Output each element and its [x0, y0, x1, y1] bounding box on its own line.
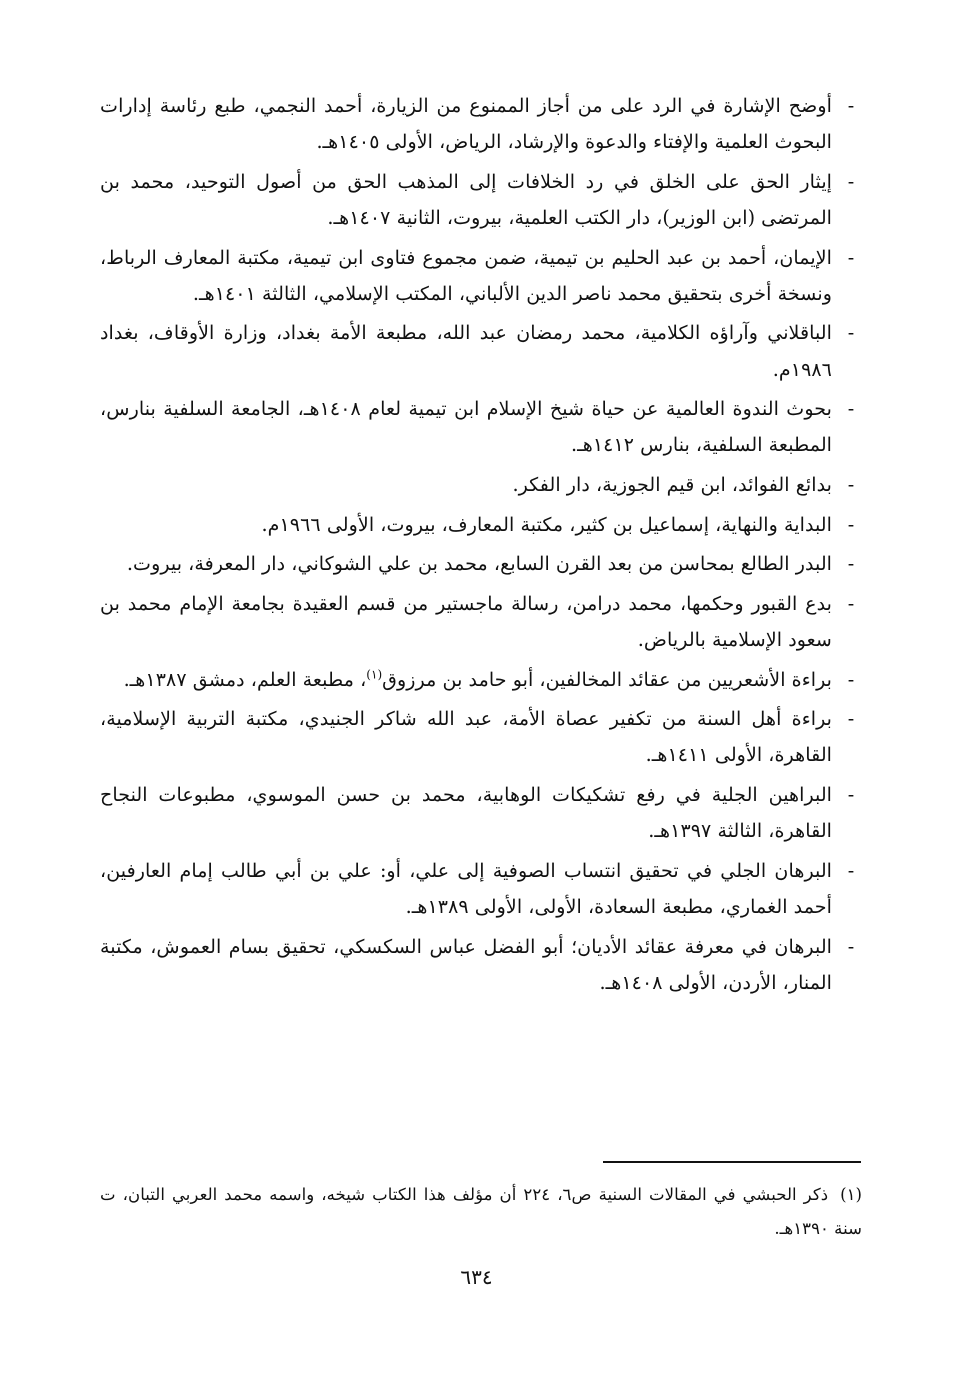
- bibliography-entry: [100, 546, 862, 582]
- entry-text: الإيمان، أحمد بن عبد الحليم بن تيمية، ضمن مجموع فتاوى ابن تيمية، مكتبة المعارف الرباط، ونسخة أخرى بتحقيق محمد ناصر الدين الألباني، المكتب الإسلامي، الثالثة ١٤٠١هـ.: [100, 245, 832, 305]
- bibliography-entry: [100, 662, 862, 698]
- list-marker: -: [847, 321, 855, 345]
- bibliography-entry: [100, 507, 862, 543]
- bibliography-entry: [100, 164, 862, 236]
- list-marker: -: [847, 472, 855, 496]
- entry-text: بدائع الفوائد، ابن قيم الجوزية، دار الفكر.: [512, 472, 832, 496]
- footnote-number: (١): [840, 1185, 862, 1204]
- list-marker: -: [847, 169, 855, 193]
- footnote: [100, 1178, 862, 1246]
- bibliography-entry: [100, 929, 862, 1001]
- entry-text: الباقلاني وآراؤه الكلامية، محمد رمضان عبد الله، مطبعة الأمة بغداد، وزارة الأوقاف، بغداد ١٩٨٦م.: [100, 321, 832, 381]
- entry-text: أوضح الإشارة في الرد على من أجاز الممنوع من الزيارة، أحمد النجمي، طبع رئاسة إدارات البحوث العلمية والإفتاء والدعوة والإرشاد، الرياض، الأولى ١٤٠٥هـ.: [100, 94, 832, 154]
- bibliography-entry: [100, 88, 862, 160]
- entry-text: بحوث الندوة العالمية عن حياة شيخ الإسلام ابن تيمية لعام ١٤٠٨هـ، الجامعة السلفية بنارس، المطبعة السلفية، بنارس ١٤١٢هـ.: [100, 397, 832, 457]
- list-marker: -: [847, 552, 855, 576]
- entry-text: البرهان الجلي في تحقيق انتساب الصوفية إلى علي، أو: علي بن أبي طالب إمام العارفين، أحمد الغماري، مطبعة السعادة، الأولى، الأولى ١٣٨٩هـ.: [100, 858, 832, 918]
- list-marker: -: [847, 782, 855, 806]
- bibliography-entry: [100, 701, 862, 773]
- entry-text: براءة الأشعريين من عقائد المخالفين، أبو حامد بن مرزوق: [382, 667, 832, 691]
- page-number: ٦٣٤: [460, 1265, 493, 1289]
- entry-text: براءة أهل السنة من تكفير عصاة الأمة، عبد الله شاكر الجنيدي، مكتبة التربية الإسلامية، القاهرة، الأولى ١٤١١هـ.: [100, 707, 832, 767]
- bibliography-entry: [100, 467, 862, 503]
- entry-text: بدع القبور وحكمها، محمد درامن، رسالة ماجستير من قسم العقيدة بجامعة الإمام محمد بن سعود الإسلامية بالرياض.: [100, 591, 832, 651]
- entry-text: إيثار الحق على الخلق في رد الخلافات إلى المذهب الحق من أصول التوحيد، محمد بن المرتضى (ابن الوزير)، دار الكتب العلمية، بيروت، الثانية ١٤٠٧هـ.: [100, 169, 832, 229]
- footnote-reference[interactable]: (١): [366, 667, 383, 682]
- bibliography-entry: [100, 315, 862, 387]
- list-marker: -: [847, 397, 855, 421]
- bibliography-entry: [100, 586, 862, 658]
- list-marker: -: [847, 858, 855, 882]
- entry-text: البداية والنهاية، إسماعيل بن كثير، مكتبة المعارف، بيروت، الأولى ١٩٦٦م.: [261, 512, 832, 536]
- list-marker: -: [847, 667, 855, 691]
- entry-text: البرهان في معرفة عقائد الأديان؛ أبو الفضل عباس السكسكي، تحقيق بسام العموش، مكتبة المنار، الأردن، الأولى ١٤٠٨هـ.: [100, 934, 832, 994]
- footnote-text: ذكر الحبشي في المقالات السنية ص٦، ٢٢٤ أن مؤلف هذا الكتاب شيخه، واسمه محمد العربي التبان، ت سنة ١٣٩٠هـ.: [100, 1185, 862, 1238]
- entry-text: البدر الطالع بمحاسن من بعد القرن السابع، محمد بن علي الشوكاني، دار المعرفة، بيروت.: [126, 552, 832, 576]
- list-marker: -: [847, 512, 855, 536]
- bibliography-list: [100, 88, 862, 1004]
- list-marker: -: [847, 934, 855, 958]
- bibliography-entry: [100, 391, 862, 463]
- list-marker: -: [847, 94, 855, 117]
- list-marker: -: [847, 591, 855, 615]
- entry-text: البراهين الجلية في رفع تشكيكات الوهابية، محمد بن حسن الموسوي، مطبوعات النجاح القاهرة، الثالثة ١٣٩٧هـ.: [100, 782, 832, 843]
- bibliography-entry: [100, 853, 862, 925]
- bibliography-entry: [100, 777, 862, 849]
- list-marker: -: [847, 245, 855, 269]
- footnote-separator: [603, 1161, 861, 1163]
- list-marker: -: [847, 707, 855, 731]
- bibliography-entry: [100, 240, 862, 312]
- entry-text-continued: ، مطبعة العلم، دمشق ١٣٨٧هـ.: [123, 667, 367, 691]
